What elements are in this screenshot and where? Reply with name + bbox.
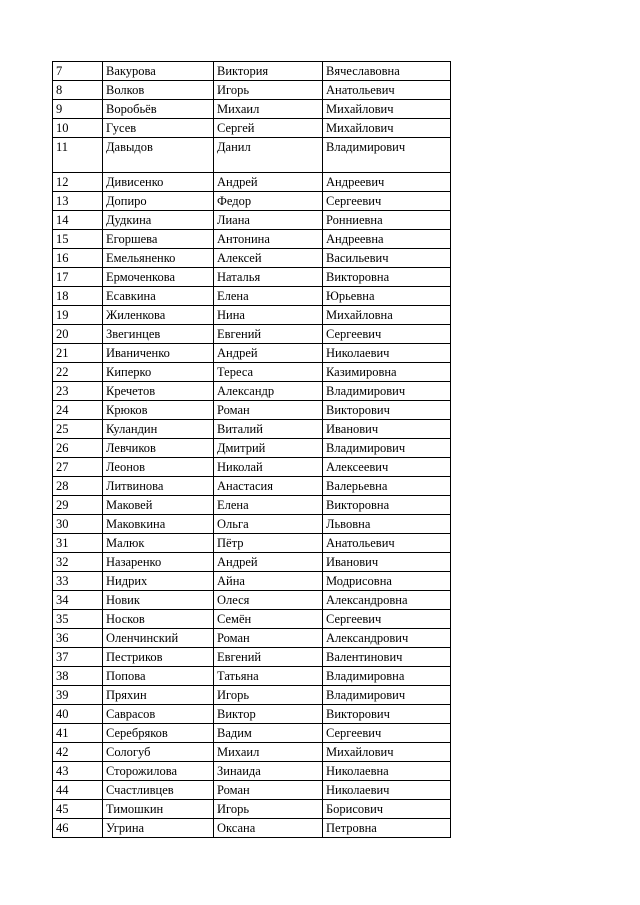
patronymic: Михайлович bbox=[323, 100, 451, 119]
table-row bbox=[53, 762, 451, 781]
patronymic: Владимирович bbox=[323, 382, 451, 401]
row-number: 46 bbox=[53, 819, 103, 838]
first-name: Семён bbox=[214, 610, 323, 629]
patronymic: Андреевна bbox=[323, 230, 451, 249]
first-name: Сергей bbox=[214, 119, 323, 138]
patronymic: Николаевич bbox=[323, 344, 451, 363]
row-number: 43 bbox=[53, 762, 103, 781]
first-name: Тереса bbox=[214, 363, 323, 382]
last-name: Саврасов bbox=[103, 705, 214, 724]
last-name: Давыдов bbox=[103, 138, 214, 173]
table-row bbox=[53, 363, 451, 382]
first-name: Игорь bbox=[214, 800, 323, 819]
patronymic: Сергеевич bbox=[323, 192, 451, 211]
table-row bbox=[53, 534, 451, 553]
patronymic: Владимирович bbox=[323, 439, 451, 458]
first-name: Оксана bbox=[214, 819, 323, 838]
first-name: Пётр bbox=[214, 534, 323, 553]
first-name: Дмитрий bbox=[214, 439, 323, 458]
table-row bbox=[53, 211, 451, 230]
last-name: Серебряков bbox=[103, 724, 214, 743]
row-number: 36 bbox=[53, 629, 103, 648]
last-name: Дивисенко bbox=[103, 173, 214, 192]
last-name: Новик bbox=[103, 591, 214, 610]
last-name: Гусев bbox=[103, 119, 214, 138]
patronymic: Александрович bbox=[323, 629, 451, 648]
last-name: Назаренко bbox=[103, 553, 214, 572]
last-name: Жиленкова bbox=[103, 306, 214, 325]
table-row bbox=[53, 138, 451, 173]
row-number: 17 bbox=[53, 268, 103, 287]
first-name: Михаил bbox=[214, 100, 323, 119]
last-name: Допиро bbox=[103, 192, 214, 211]
row-number: 26 bbox=[53, 439, 103, 458]
last-name: Нидрих bbox=[103, 572, 214, 591]
first-name: Роман bbox=[214, 401, 323, 420]
row-number: 34 bbox=[53, 591, 103, 610]
table-row bbox=[53, 62, 451, 81]
first-name: Елена bbox=[214, 287, 323, 306]
first-name: Николай bbox=[214, 458, 323, 477]
patronymic: Сергеевич bbox=[323, 724, 451, 743]
table-row bbox=[53, 781, 451, 800]
table-row bbox=[53, 648, 451, 667]
patronymic: Владимировна bbox=[323, 667, 451, 686]
last-name: Носков bbox=[103, 610, 214, 629]
last-name: Тимошкин bbox=[103, 800, 214, 819]
table-row bbox=[53, 325, 451, 344]
row-number: 14 bbox=[53, 211, 103, 230]
first-name: Игорь bbox=[214, 81, 323, 100]
table-row bbox=[53, 705, 451, 724]
first-name: Олеся bbox=[214, 591, 323, 610]
first-name: Андрей bbox=[214, 173, 323, 192]
table-row bbox=[53, 591, 451, 610]
last-name: Пестриков bbox=[103, 648, 214, 667]
row-number: 33 bbox=[53, 572, 103, 591]
table-row bbox=[53, 686, 451, 705]
first-name: Алексей bbox=[214, 249, 323, 268]
table-row bbox=[53, 306, 451, 325]
table-row bbox=[53, 401, 451, 420]
patronymic: Викторович bbox=[323, 705, 451, 724]
row-number: 32 bbox=[53, 553, 103, 572]
first-name: Андрей bbox=[214, 553, 323, 572]
last-name: Ермоченкова bbox=[103, 268, 214, 287]
first-name: Роман bbox=[214, 781, 323, 800]
roster-table bbox=[52, 61, 451, 838]
first-name: Виталий bbox=[214, 420, 323, 439]
patronymic: Владимирович bbox=[323, 686, 451, 705]
table-row bbox=[53, 382, 451, 401]
last-name: Иваниченко bbox=[103, 344, 214, 363]
roster-body bbox=[53, 62, 451, 838]
last-name: Волков bbox=[103, 81, 214, 100]
last-name: Куландин bbox=[103, 420, 214, 439]
last-name: Маковей bbox=[103, 496, 214, 515]
row-number: 29 bbox=[53, 496, 103, 515]
last-name: Кречетов bbox=[103, 382, 214, 401]
patronymic: Андреевич bbox=[323, 173, 451, 192]
first-name: Игорь bbox=[214, 686, 323, 705]
patronymic: Вячеславовна bbox=[323, 62, 451, 81]
patronymic: Юрьевна bbox=[323, 287, 451, 306]
table-row bbox=[53, 249, 451, 268]
table-row bbox=[53, 100, 451, 119]
first-name: Наталья bbox=[214, 268, 323, 287]
last-name: Угрина bbox=[103, 819, 214, 838]
table-row bbox=[53, 477, 451, 496]
first-name: Ольга bbox=[214, 515, 323, 534]
row-number: 23 bbox=[53, 382, 103, 401]
row-number: 30 bbox=[53, 515, 103, 534]
table-row bbox=[53, 819, 451, 838]
patronymic: Михайлович bbox=[323, 743, 451, 762]
patronymic: Ронниевна bbox=[323, 211, 451, 230]
patronymic: Михайловна bbox=[323, 306, 451, 325]
row-number: 41 bbox=[53, 724, 103, 743]
last-name: Сторожилова bbox=[103, 762, 214, 781]
row-number: 22 bbox=[53, 363, 103, 382]
last-name: Сологуб bbox=[103, 743, 214, 762]
row-number: 13 bbox=[53, 192, 103, 211]
row-number: 42 bbox=[53, 743, 103, 762]
row-number: 7 bbox=[53, 62, 103, 81]
patronymic: Викторовна bbox=[323, 496, 451, 515]
last-name: Леонов bbox=[103, 458, 214, 477]
patronymic: Борисович bbox=[323, 800, 451, 819]
table-row bbox=[53, 629, 451, 648]
last-name: Воробьёв bbox=[103, 100, 214, 119]
last-name: Попова bbox=[103, 667, 214, 686]
row-number: 10 bbox=[53, 119, 103, 138]
patronymic: Викторовна bbox=[323, 268, 451, 287]
patronymic: Иванович bbox=[323, 553, 451, 572]
patronymic: Анатольевич bbox=[323, 534, 451, 553]
patronymic: Петровна bbox=[323, 819, 451, 838]
table-row bbox=[53, 610, 451, 629]
row-number: 8 bbox=[53, 81, 103, 100]
patronymic: Сергеевич bbox=[323, 325, 451, 344]
last-name: Есавкина bbox=[103, 287, 214, 306]
table-row bbox=[53, 515, 451, 534]
row-number: 19 bbox=[53, 306, 103, 325]
table-row bbox=[53, 667, 451, 686]
first-name: Айна bbox=[214, 572, 323, 591]
last-name: Крюков bbox=[103, 401, 214, 420]
table-row bbox=[53, 743, 451, 762]
patronymic: Валентинович bbox=[323, 648, 451, 667]
row-number: 24 bbox=[53, 401, 103, 420]
last-name: Дудкина bbox=[103, 211, 214, 230]
last-name: Киперко bbox=[103, 363, 214, 382]
table-row bbox=[53, 119, 451, 138]
first-name: Анастасия bbox=[214, 477, 323, 496]
table-row bbox=[53, 344, 451, 363]
table-row bbox=[53, 458, 451, 477]
row-number: 21 bbox=[53, 344, 103, 363]
patronymic: Львовна bbox=[323, 515, 451, 534]
table-row bbox=[53, 192, 451, 211]
table-row bbox=[53, 287, 451, 306]
row-number: 9 bbox=[53, 100, 103, 119]
patronymic: Модрисовна bbox=[323, 572, 451, 591]
patronymic: Иванович bbox=[323, 420, 451, 439]
table-row bbox=[53, 173, 451, 192]
first-name: Роман bbox=[214, 629, 323, 648]
row-number: 18 bbox=[53, 287, 103, 306]
row-number: 39 bbox=[53, 686, 103, 705]
last-name: Емельяненко bbox=[103, 249, 214, 268]
table-row bbox=[53, 572, 451, 591]
row-number: 40 bbox=[53, 705, 103, 724]
patronymic: Михайлович bbox=[323, 119, 451, 138]
last-name: Вакурова bbox=[103, 62, 214, 81]
patronymic: Васильевич bbox=[323, 249, 451, 268]
table-row bbox=[53, 800, 451, 819]
row-number: 31 bbox=[53, 534, 103, 553]
patronymic: Николаевич bbox=[323, 781, 451, 800]
first-name: Виктория bbox=[214, 62, 323, 81]
last-name: Счастливцев bbox=[103, 781, 214, 800]
row-number: 20 bbox=[53, 325, 103, 344]
first-name: Лиана bbox=[214, 211, 323, 230]
first-name: Андрей bbox=[214, 344, 323, 363]
patronymic: Сергеевич bbox=[323, 610, 451, 629]
patronymic: Владимирович bbox=[323, 138, 451, 173]
row-number: 15 bbox=[53, 230, 103, 249]
first-name: Михаил bbox=[214, 743, 323, 762]
first-name: Вадим bbox=[214, 724, 323, 743]
table-row bbox=[53, 724, 451, 743]
patronymic: Александровна bbox=[323, 591, 451, 610]
first-name: Елена bbox=[214, 496, 323, 515]
table-row bbox=[53, 420, 451, 439]
table-row bbox=[53, 553, 451, 572]
last-name: Малюк bbox=[103, 534, 214, 553]
first-name: Александр bbox=[214, 382, 323, 401]
row-number: 38 bbox=[53, 667, 103, 686]
last-name: Литвинова bbox=[103, 477, 214, 496]
patronymic: Алексеевич bbox=[323, 458, 451, 477]
table-row bbox=[53, 81, 451, 100]
row-number: 11 bbox=[53, 138, 103, 173]
last-name: Егоршева bbox=[103, 230, 214, 249]
patronymic: Николаевна bbox=[323, 762, 451, 781]
row-number: 28 bbox=[53, 477, 103, 496]
row-number: 35 bbox=[53, 610, 103, 629]
patronymic: Анатольевич bbox=[323, 81, 451, 100]
table-row bbox=[53, 439, 451, 458]
last-name: Звегинцев bbox=[103, 325, 214, 344]
first-name: Нина bbox=[214, 306, 323, 325]
row-number: 27 bbox=[53, 458, 103, 477]
row-number: 44 bbox=[53, 781, 103, 800]
first-name: Виктор bbox=[214, 705, 323, 724]
row-number: 45 bbox=[53, 800, 103, 819]
table-row bbox=[53, 268, 451, 287]
first-name: Евгений bbox=[214, 325, 323, 344]
row-number: 16 bbox=[53, 249, 103, 268]
table-row bbox=[53, 496, 451, 515]
patronymic: Казимировна bbox=[323, 363, 451, 382]
patronymic: Викторович bbox=[323, 401, 451, 420]
last-name: Оленчинский bbox=[103, 629, 214, 648]
last-name: Маковкина bbox=[103, 515, 214, 534]
row-number: 25 bbox=[53, 420, 103, 439]
last-name: Пряхин bbox=[103, 686, 214, 705]
first-name: Евгений bbox=[214, 648, 323, 667]
patronymic: Валерьевна bbox=[323, 477, 451, 496]
first-name: Зинаида bbox=[214, 762, 323, 781]
first-name: Татьяна bbox=[214, 667, 323, 686]
first-name: Антонина bbox=[214, 230, 323, 249]
row-number: 37 bbox=[53, 648, 103, 667]
first-name: Федор bbox=[214, 192, 323, 211]
table-row bbox=[53, 230, 451, 249]
first-name: Данил bbox=[214, 138, 323, 173]
row-number: 12 bbox=[53, 173, 103, 192]
last-name: Левчиков bbox=[103, 439, 214, 458]
